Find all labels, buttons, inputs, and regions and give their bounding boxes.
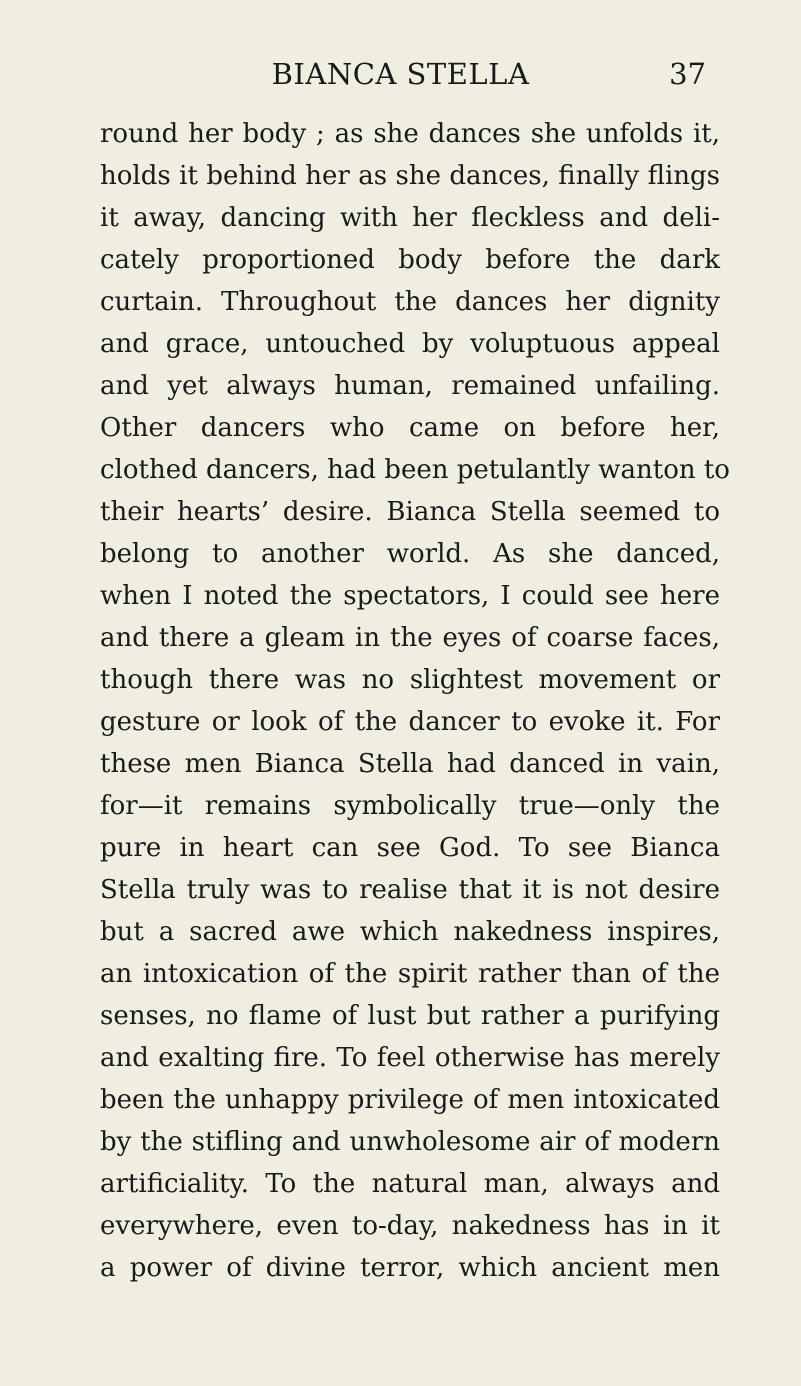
body-text xyxy=(100,113,730,1289)
text-line: but a sacred awe which nakedness inspires, xyxy=(100,917,720,947)
text-line: and exalting fire. To feel otherwise has merely xyxy=(100,1043,720,1073)
text-line: and yet always human, remained unfailing. xyxy=(100,371,720,401)
text-line: their hearts’ desire. Bianca Stella seemed to xyxy=(100,497,720,527)
text-line: a power of divine terror, which ancient men xyxy=(100,1253,720,1283)
text-line: curtain. Throughout the dances her dignity xyxy=(100,287,720,317)
text-line: when I noted the spectators, I could see here xyxy=(100,581,720,611)
text-line: artificiality. To the natural man, always and xyxy=(100,1169,720,1199)
text-line: these men Bianca Stella had danced in vain, xyxy=(100,749,720,779)
text-line: it away, dancing with her fleckless and deli- xyxy=(100,203,720,233)
text-line: Other dancers who came on before her, xyxy=(100,413,720,443)
running-head-title: BIANCA STELLA xyxy=(271,57,530,91)
text-line: senses, no flame of lust but rather a purifying xyxy=(100,1001,720,1031)
text-line: been the unhappy privilege of men intoxicated xyxy=(100,1085,720,1115)
text-line: Stella truly was to realise that it is not desire xyxy=(100,875,720,905)
page-number: 37 xyxy=(669,57,706,91)
text-line: pure in heart can see God. To see Bianca xyxy=(100,833,720,863)
text-line: everywhere, even to-day, nakedness has in it xyxy=(100,1211,720,1241)
text-line: holds it behind her as she dances, finally flings xyxy=(100,161,720,191)
text-line: and grace, untouched by voluptuous appeal xyxy=(100,329,720,359)
text-line: gesture or look of the dancer to evoke it. For xyxy=(100,707,720,737)
text-line: by the stifling and unwholesome air of modern xyxy=(100,1127,720,1157)
text-line: cately proportioned body before the dark xyxy=(100,245,720,275)
text-line: though there was no slightest movement or xyxy=(100,665,720,695)
text-line: and there a gleam in the eyes of coarse faces, xyxy=(100,623,720,653)
text-line: clothed dancers, had been petulantly wanton to xyxy=(100,455,730,485)
text-line: an intoxication of the spirit rather than of the xyxy=(100,959,720,989)
text-line: for—it remains symbolically true—only the xyxy=(100,791,720,821)
text-line: belong to another world. As she danced, xyxy=(100,539,720,569)
text-line: round her body ; as she dances she unfolds it, xyxy=(100,119,720,149)
